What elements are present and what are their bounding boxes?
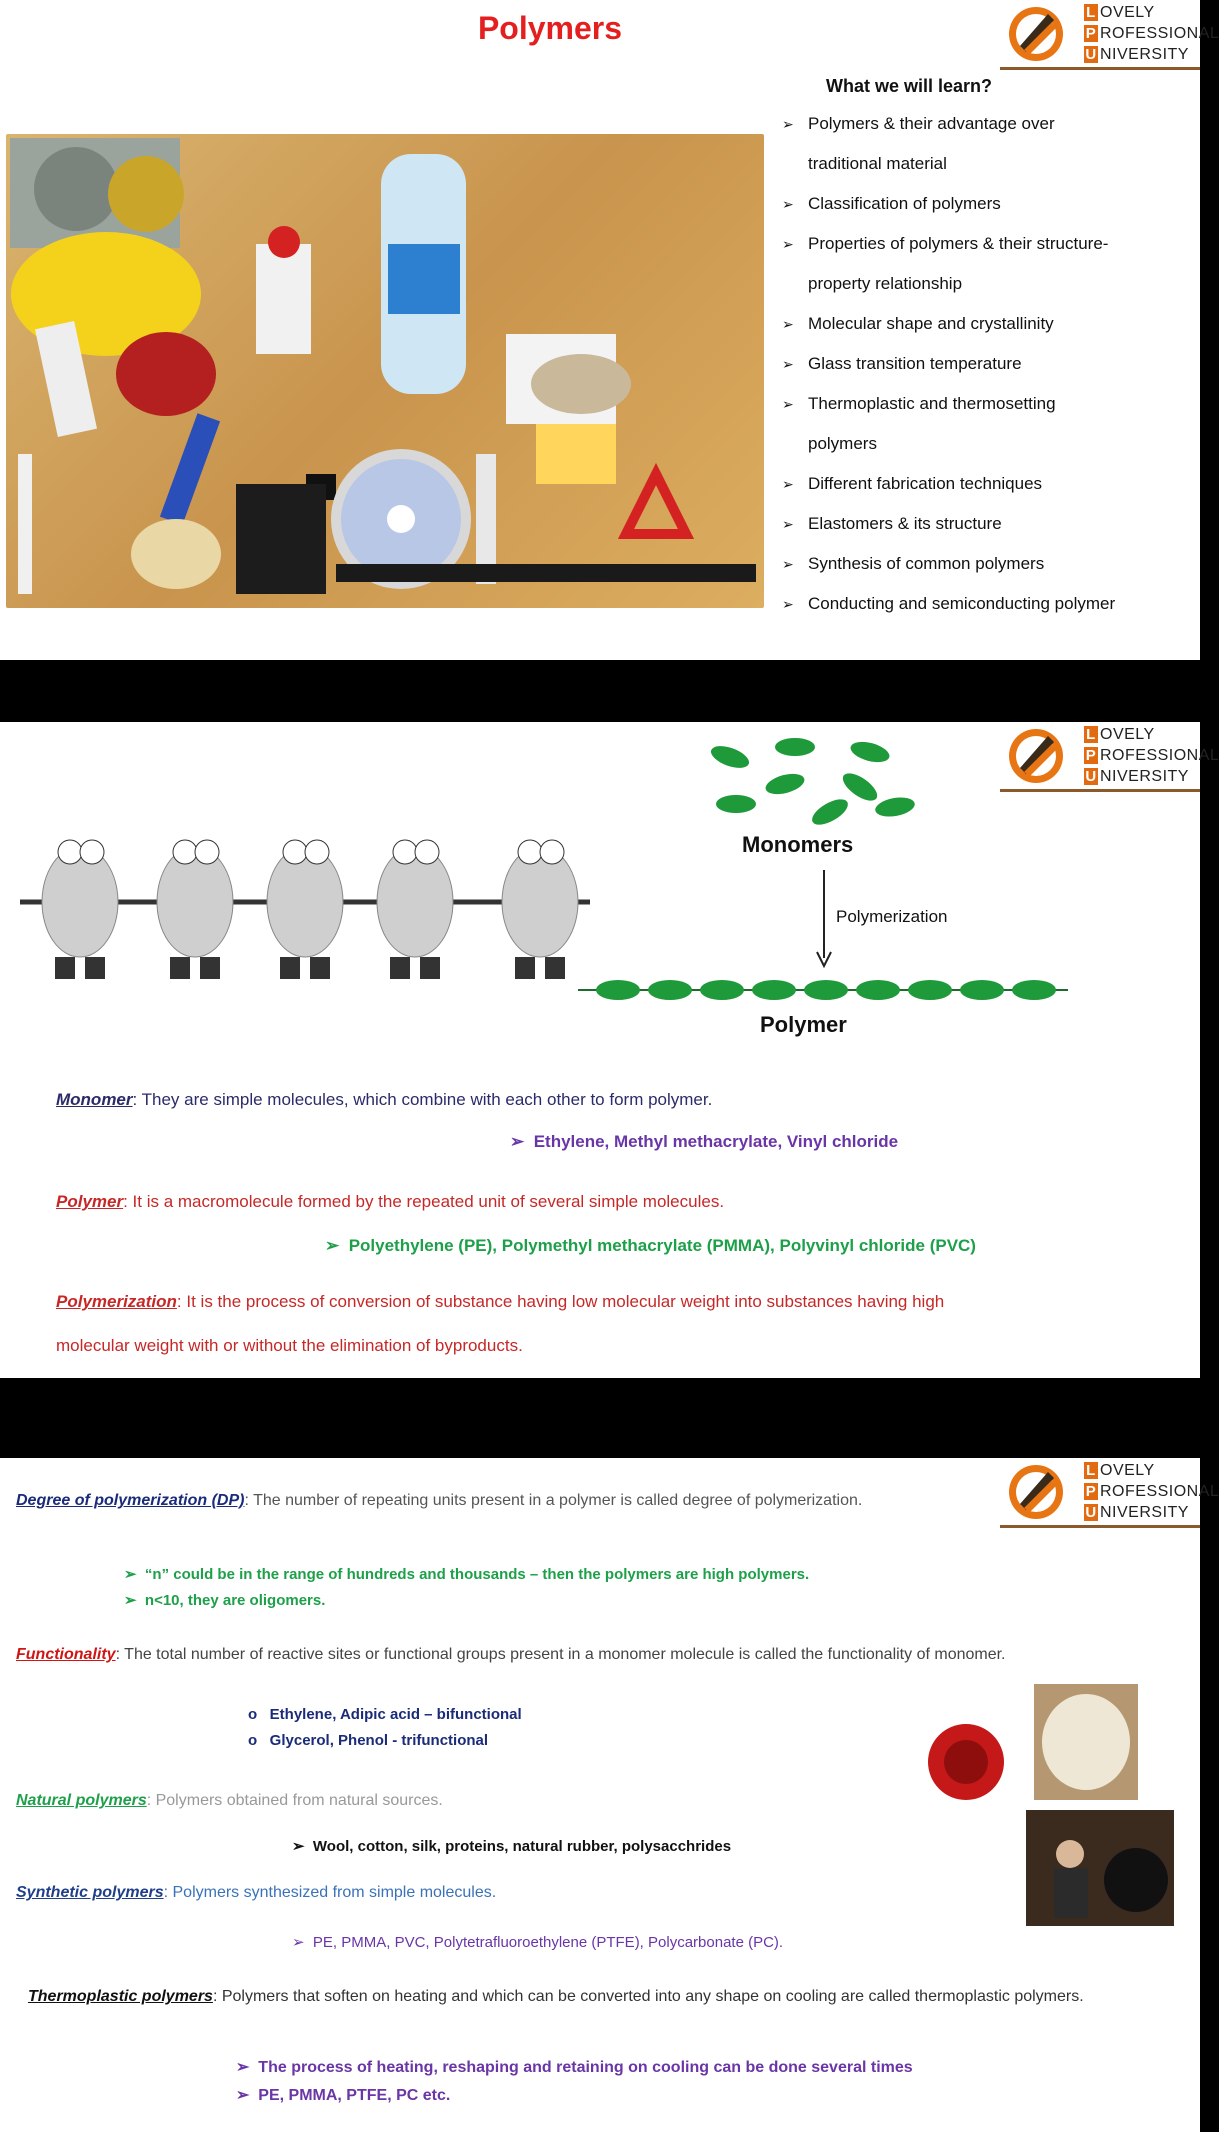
natural-polymers-examples-text: Wool, cotton, silk, proteins, natural rubber, polysacchrides <box>312 1838 732 1855</box>
dp-definition <box>16 1490 966 1512</box>
bullet-arrow-icon: ➢ <box>782 596 794 612</box>
polymer-examples-text: Polyethylene (PE), Polymethyl methacrylate (PMMA), Polyvinyl chloride (PVC) <box>348 1236 976 1255</box>
logo-word: ROFESSIONAL <box>1100 747 1219 764</box>
learn-item-text: Synthesis of common polymers <box>808 554 1045 573</box>
polymerization-definition <box>56 1292 944 1312</box>
natural-polymers-examples: ➢ Wool, cotton, silk, proteins, natural rubber, polysacchrides <box>292 1838 732 1855</box>
dp-point-text: “n” could be in the range of hundreds and thousands – then the polymers are high polymers. <box>144 1566 810 1583</box>
logo-underline <box>1000 1525 1200 1528</box>
logo-letter: P <box>1085 747 1097 764</box>
monomer-examples-text: Ethylene, Methyl methacrylate, Vinyl chloride <box>533 1132 899 1151</box>
learn-item-text: polymers <box>808 434 877 453</box>
logo-word: NIVERSITY <box>1100 1504 1189 1521</box>
university-logo <box>1000 722 1219 792</box>
bullet-arrow-icon: ➢ <box>782 516 794 532</box>
logo-letter: U <box>1085 768 1097 785</box>
cartoon-monomers-holding-hands <box>0 792 610 992</box>
learn-item-text: Different fabrication techniques <box>808 474 1043 493</box>
learn-item-text: Glass transition temperature <box>808 354 1022 373</box>
learn-item-text: Elastomers & its structure <box>808 514 1002 533</box>
learn-list-item <box>780 344 1200 384</box>
slide-polymers-intro <box>0 0 1219 660</box>
learn-heading: What we will learn? <box>826 76 993 96</box>
learn-list-item-cont <box>780 144 1200 184</box>
logo-word: ROFESSIONAL <box>1100 25 1219 42</box>
natural-polymers-term: Natural polymers <box>16 1792 147 1809</box>
bullet-arrow-icon: ➢ <box>782 236 794 252</box>
learn-list <box>780 104 1200 624</box>
learn-item-text: Classification of polymers <box>808 194 1001 213</box>
bullet-arrow-icon: ➢ <box>782 556 794 572</box>
logo-word: ROFESSIONAL <box>1100 1483 1219 1500</box>
learn-item-text: traditional material <box>808 154 947 173</box>
logo-letter: P <box>1085 1483 1097 1500</box>
logo-letter: U <box>1085 46 1097 63</box>
polymer-term: Polymer <box>56 1192 124 1211</box>
polymerization-term: Polymerization <box>56 1292 177 1311</box>
learn-list-item <box>780 184 1200 224</box>
learn-item-text: Polymers & their advantage over <box>808 114 1055 133</box>
polymer-examples: ➢ Polyethylene (PE), Polymethyl methacrylate (PMMA), Polyvinyl chloride (PVC) <box>325 1236 976 1255</box>
natural-polymers-def-text: : Polymers obtained from natural sources. <box>146 1792 443 1809</box>
logo-wordmark <box>1084 1460 1219 1523</box>
cartoon-monomer <box>42 840 118 979</box>
cartoon-monomer <box>377 840 453 979</box>
bullet-arrow-icon: ➢ <box>782 476 794 492</box>
bullet-arrow-icon: ➢ <box>782 316 794 332</box>
logo-wordmark <box>1084 2 1219 65</box>
learn-item-text: property relationship <box>808 274 963 293</box>
learn-item-text: Properties of polymers & their structure- <box>808 234 1109 253</box>
university-emblem-icon <box>1008 728 1064 784</box>
learn-list-item <box>780 304 1200 344</box>
logo-letter: L <box>1084 1462 1098 1479</box>
dp-term: Degree of polymerization (DP) <box>16 1492 245 1509</box>
learn-list-item <box>780 584 1200 624</box>
logo-underline <box>1000 67 1200 70</box>
functionality-points <box>248 1702 522 1754</box>
slide-monomer-polymer <box>0 722 1219 1378</box>
thermoplastic-def-text: : Polymers that soften on heating and which can be converted into any shape on cooling are called thermoplastic polymers. <box>212 1988 1084 2005</box>
reaction-arrow-icon <box>814 870 834 970</box>
logo-letter: U <box>1085 1504 1097 1521</box>
logo-word: OVELY <box>1100 726 1155 743</box>
monomer-examples: ➢ Ethylene, Methyl methacrylate, Vinyl chloride <box>510 1132 899 1151</box>
dp-point: ➢ n<10, they are oligomers. <box>124 1592 326 1609</box>
monomers-diagram <box>700 732 950 822</box>
thermoplastic-point-text: The process of heating, reshaping and retaining on cooling can be done several times <box>258 2059 913 2076</box>
learn-item-text: Thermoplastic and thermosetting <box>808 394 1056 413</box>
functionality-point-text: Ethylene, Adipic acid – bifunctional <box>269 1706 522 1723</box>
learn-list-item-cont <box>780 424 1200 464</box>
logo-word: OVELY <box>1100 4 1155 21</box>
cartoon-monomer <box>502 840 578 979</box>
dp-def-text: : The number of repeating units present in a polymer is called degree of polymerization. <box>244 1492 863 1509</box>
university-emblem-icon <box>1008 1464 1064 1520</box>
learn-list-item-cont <box>780 264 1200 304</box>
slide-title: Polymers <box>477 10 623 46</box>
monomers-label: Monomers <box>742 832 854 857</box>
cartoon-monomer <box>267 840 343 979</box>
slide-polymer-classification <box>0 1458 1219 2132</box>
polymer-label: Polymer <box>760 1012 847 1037</box>
cotton-wool-photo <box>1034 1684 1138 1800</box>
functionality-point-text: Glycerol, Phenol - trifunctional <box>269 1732 489 1749</box>
logo-letter: L <box>1084 726 1098 743</box>
factory-worker-photo <box>1026 1810 1174 1926</box>
university-logo <box>1000 0 1219 70</box>
university-emblem-icon <box>1008 6 1064 62</box>
synthetic-polymers-examples-text: PE, PMMA, PVC, Polytetrafluoroethylene (PTFE), Polycarbonate (PC). <box>312 1934 784 1951</box>
logo-wordmark <box>1084 724 1219 787</box>
bullet-arrow-icon: ➢ <box>782 116 794 132</box>
thermoplastic-point-text: PE, PMMA, PTFE, PC etc. <box>258 2087 451 2104</box>
learn-item-text: Molecular shape and crystallinity <box>808 314 1054 333</box>
polymerization-definition-cont: molecular weight with or without the elimination of byproducts. <box>56 1336 523 1355</box>
functionality-definition <box>16 1644 1186 1666</box>
learn-list-item <box>780 224 1200 264</box>
dp-points <box>124 1562 809 1614</box>
polymerization-label: Polymerization <box>836 907 948 926</box>
learn-list-item <box>780 464 1200 504</box>
monomer-def-text: : They are simple molecules, which combine with each other to form polymer. <box>132 1090 713 1109</box>
polymer-products-photo <box>6 134 764 608</box>
learn-list-item <box>780 384 1200 424</box>
polymerization-def-text: : It is the process of conversion of substance having low molecular weight into substances having high <box>176 1292 945 1311</box>
logo-letter: P <box>1085 25 1097 42</box>
thermoplastic-point: ➢ The process of heating, reshaping and retaining on cooling can be done several times <box>236 2059 913 2076</box>
logo-word: NIVERSITY <box>1100 768 1189 785</box>
functionality-term: Functionality <box>16 1646 116 1663</box>
learn-list-item <box>780 504 1200 544</box>
logo-underline <box>1000 789 1200 792</box>
functionality-point: o Glycerol, Phenol - trifunctional <box>248 1732 489 1749</box>
logo-word: OVELY <box>1100 1462 1155 1479</box>
logo-word: NIVERSITY <box>1100 46 1189 63</box>
natural-polymers-definition <box>16 1790 443 1812</box>
functionality-def-text: : The total number of reactive sites or functional groups present in a monomer molecule is called the functionality of monomer. <box>115 1646 1006 1663</box>
university-logo <box>1000 1458 1219 1528</box>
bullet-arrow-icon: ➢ <box>782 196 794 212</box>
polymer-definition <box>56 1192 724 1212</box>
monomer-definition <box>56 1090 712 1110</box>
synthetic-polymers-term: Synthetic polymers <box>16 1884 164 1901</box>
dp-point: ➢ “n” could be in the range of hundreds and thousands – then the polymers are high polymers. <box>124 1566 810 1583</box>
synthetic-polymers-definition <box>16 1882 496 1904</box>
cartoon-monomer <box>157 840 233 979</box>
rose-silk-photo <box>924 1720 1008 1804</box>
monomer-term: Monomer <box>56 1090 133 1109</box>
thermoplastic-point: ➢ PE, PMMA, PTFE, PC etc. <box>236 2087 451 2104</box>
thermoplastic-points <box>236 2054 913 2110</box>
polymer-products-illustration <box>6 134 764 608</box>
logo-letter: L <box>1084 4 1098 21</box>
synthetic-polymers-def-text: : Polymers synthesized from simple molecules. <box>163 1884 497 1901</box>
learn-item-text: Conducting and semiconducting polymer <box>808 594 1116 613</box>
synthetic-polymers-examples: ➢ PE, PMMA, PVC, Polytetrafluoroethylene (PTFE), Polycarbonate (PC). <box>292 1934 784 1951</box>
thermoplastic-definition <box>28 1986 1188 2008</box>
functionality-point: o Ethylene, Adipic acid – bifunctional <box>248 1706 522 1723</box>
polymer-chain-diagram <box>578 970 1068 1010</box>
bullet-arrow-icon: ➢ <box>782 396 794 412</box>
learn-list-item <box>780 544 1200 584</box>
bullet-arrow-icon: ➢ <box>782 356 794 372</box>
dp-point-text: n<10, they are oligomers. <box>144 1592 326 1609</box>
learn-list-item <box>780 104 1200 144</box>
thermoplastic-term: Thermoplastic polymers <box>28 1988 213 2005</box>
polymer-def-text: : It is a macromolecule formed by the repeated unit of several simple molecules. <box>123 1192 725 1211</box>
